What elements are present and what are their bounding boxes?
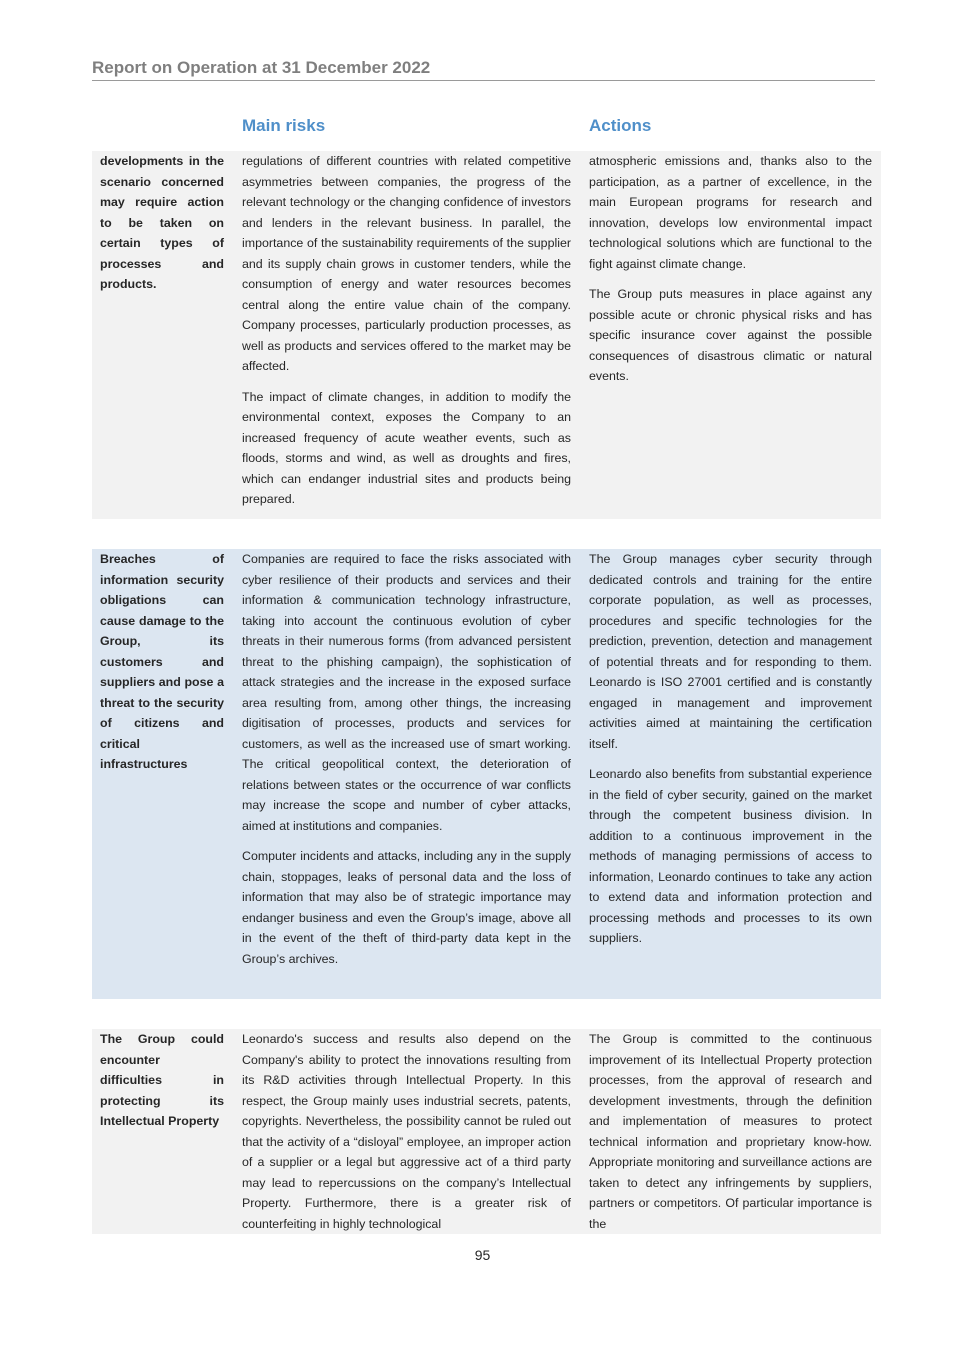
actions-cell [589,151,872,397]
actions-cell [589,549,872,959]
risk-label: The Group could encounter difficulties in protecting its Intellectual Property [100,1032,224,1128]
paragraph: Companies are required to face the risks associated with cyber resilience of their products and services and their information & communication technology infrastructure, taking into account the continuous evolution of cyber threats in their numerous forms (from advanced persistent threat to the phishing campaign), the sophistication of attack strategies and the increase in the exposed surface area resulting from, among other things, the increasing digitisation of processes, products and services for customers, as well as the increased use of smart working. The critical geopolitical context, the deterioration of relations between states or the occurrence of war conflicts may increase the scope and number of cyber attacks, aimed at institutions and companies. [242,552,571,833]
paragraph: The Group puts measures in place against any possible acute or chronic physical risks and has specific insurance cover against the possible consequences of disastrous climatic or natural events. [589,287,872,383]
paragraph: atmospheric emissions and, thanks also to the participation, as a partner of excellence, in the main European programs for research and innovation, develops low environmental impact technological solutions which are functional to the fight against climate change. [589,154,872,271]
actions-cell [589,1029,872,1234]
paragraph: The Group is committed to the continuous improvement of its Intellectual Property protection processes, from the approval of research and development investments, through the definition and implementation of measures to protect technical information and proprietary know-how. Appropriate monitoring and surveillance actions are taken to detect any infringements by suppliers, partners or competitors. Of particular importance is the [589,1032,872,1231]
paragraph: Leonardo's success and results also depend on the Company's ability to protect the innovations resulting from its R&D activities through Intellectual Property. In this respect, the Group mainly uses industrial secrets, patents, copyrights. Nevertheless, the possibility cannot be ruled out that the activity of a “disloyal” employee, an improper action of a supplier or a legal but aggressive act of a third party may lead to repercussions on the company’s Intellectual Property. Furthermore, there is a greater risk of counterfeiting in highly technological [242,1032,571,1231]
main-risks-cell [242,549,571,979]
risk-label: Breaches of information security obligations can cause damage to the Group, its customers and suppliers and pose a threat to the security of citizens and critical infrastructures [100,552,224,771]
paragraph: The Group manages cyber security through dedicated controls and training for the entire corporate population, as well as processes, procedures and specific technologies for the prediction, prevention, detection and management of potential threats and for responding to them. Leonardo is ISO 27001 certified and is constantly engaged in management and improvement activities aimed at maintaining the certification itself. [589,552,872,751]
page-number: 95 [474,1247,491,1263]
main-risks-cell [242,1029,571,1234]
main-risks-cell [242,151,571,520]
paragraph: Computer incidents and attacks, including any in the supply chain, stoppages, leaks of personal data and the loss of information that may also be of strategic importance may endanger business and even the Group’s image, above all in the event of the theft of third-party data kept in the Group’s archives. [242,849,571,966]
paragraph: The impact of climate changes, in addition to modify the environmental context, exposes the Company to an increased frequency of acute weather events, such as floods, storms and wind, as well as droughts and fires, which can endanger industrial sites and products being prepared. [242,389,571,506]
risk-row-cyber-security [92,549,881,999]
actions-heading: Actions [589,116,652,135]
paragraph: Leonardo also benefits from substantial experience in the field of cyber security, gained on the market through the competent business division. In addition to a continuous improvement in the methods of managing permissions of access to information, Leonardo continues to take any action to extend data and information protection and processing methods and processes to its own suppliers. [589,767,872,945]
paragraph: regulations of different countries with related competitive asymmetries between companies, the progress of the relevant technology or the changing confidence of investors and lenders in the relevant business. In parallel, the importance of the sustainability requirements of the supplier and its supply chain grows in customer tenders, while the consumption of energy and water resources becomes central along the entire value chain of the company. Company processes, particularly production processes, as well as products and services offered to the market may be affected. [242,154,571,373]
risk-label: developments in the scenario concerned may require action to be taken on certain types of processes and products. [100,154,224,291]
risk-row-climate [92,151,881,519]
risk-row-intellectual-property [92,1029,881,1234]
report-header: Report on Operation at 31 December 2022 [92,58,875,81]
main-risks-heading: Main risks [242,116,326,135]
